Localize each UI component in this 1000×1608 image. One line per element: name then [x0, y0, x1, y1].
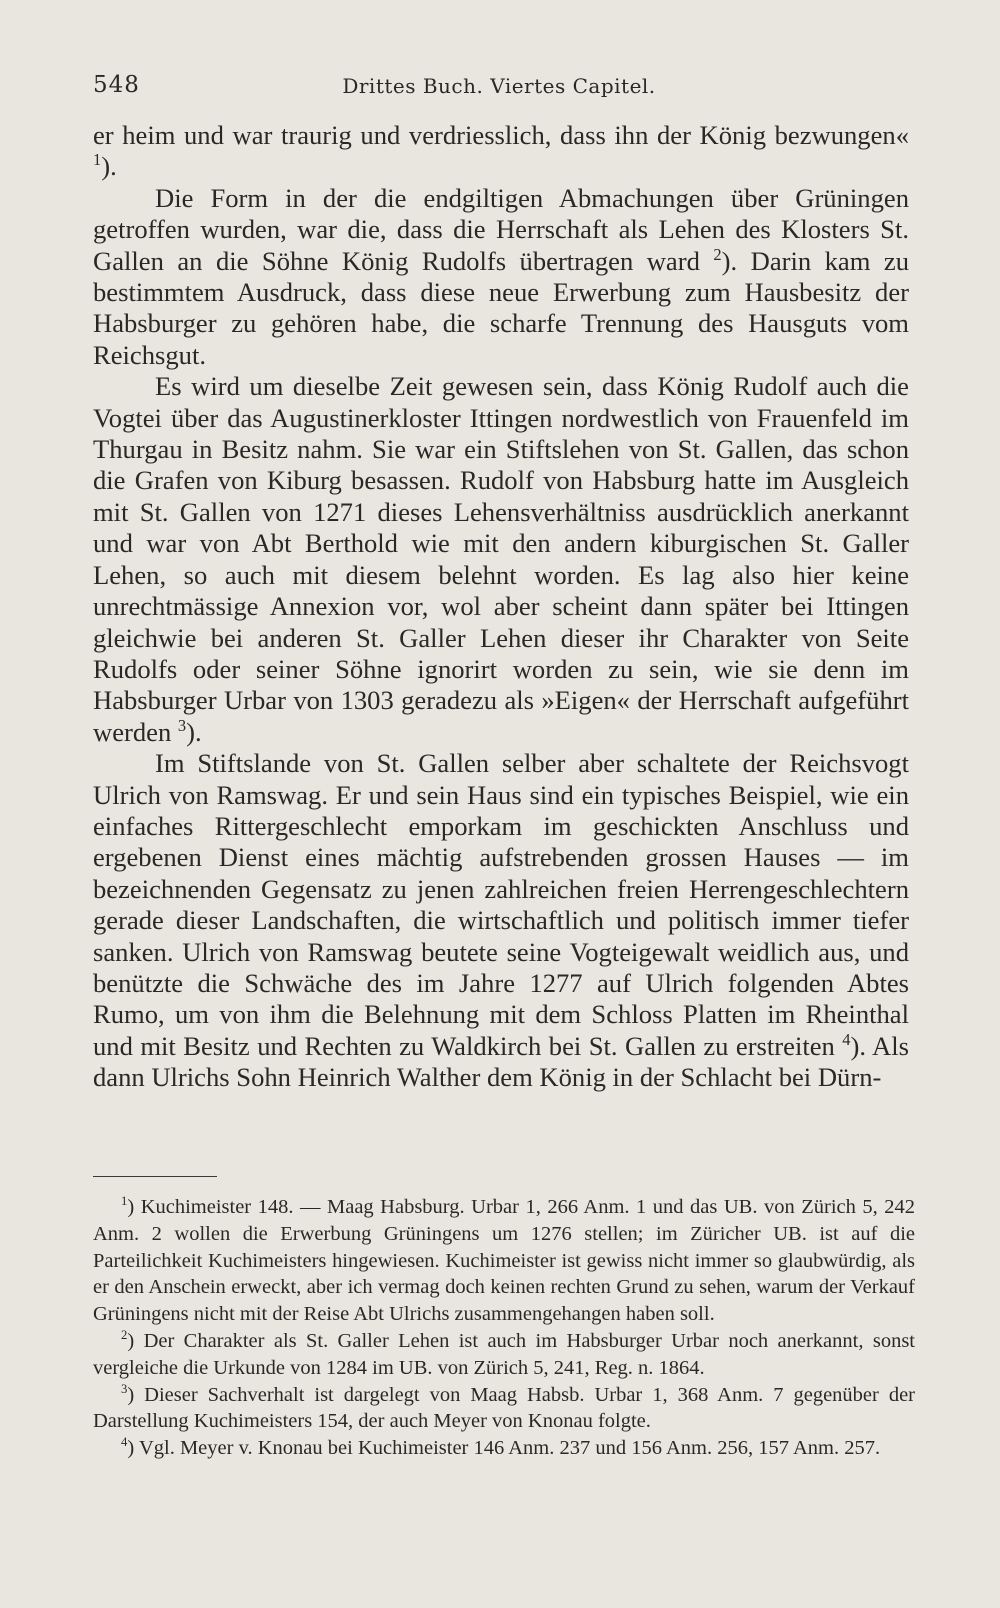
footnote-text: Vgl. Meyer v. Knonau bei Kuchimeister 146 Anm. 237 und 156 Anm. 256, 157 Anm. 257. [138, 1437, 881, 1460]
footnote-marker: 4 [842, 1029, 851, 1049]
paragraph-text: ). [186, 716, 202, 747]
paragraph-text: Im Stiftslande von St. Gallen selber aber schaltete der Reichsvogt Ulrich von Ramswag. Er und sein Haus sind ein typisches Beispiel, wie ein einfaches Rittergeschlecht emporkam im geschickten Anschluss und ergebenen Dienst eines mächtig aufstrebenden grossen Hauses — im bezeichnenden Gegensatz zu jenen zahlreichen freien Herrengeschlechtern gerade dieser Landschaften, die wirtschaftlich und politisch immer tiefer sanken. Ulrich von Ramswag beutete seine Vogteigewalt weidlich aus, und benützte die Schwäche des im Jahre 1277 auf Ulrich folgenden Abtes Rumo, um von ihm die Belehnung mit dem Schloss Platten im Rheinthal und mit Besitz und Rechten zu Waldkirch bei St. Gallen zu erstreiten [93, 748, 909, 1061]
footnote [93, 1382, 915, 1436]
paragraph-text: Die Form in der die endgiltigen Abmachungen über Grüningen getroffen wurden, war die, dass die Herrschaft als Lehen des Klosters St. Gallen an die Söhne König Rudolfs übertragen ward [93, 182, 909, 276]
footnote-text: Dieser Sachverhalt ist dargelegt von Maag Habsb. Urbar 1, 368 Anm. 7 gegenüber der Darstellung Kuchimeisters 154, der auch Meyer von Knonau folgte. [93, 1383, 916, 1433]
paragraph-text: ). Als dann Ulrichs Sohn Heinrich Walther dem König in der Schlacht bei Dürn- [93, 1030, 909, 1093]
footnote-text: Kuchimeister 148. — Maag Habsburg. Urbar 1, 266 Anm. 1 und das UB. von Zürich 5, 242 Anm. 2 wollen die Erwerbung Grüningens um 1276 stellen; im Züricher UB. ist auf die Parteilichkeit Kuchimeisters hingewiesen. Kuchimeister ist gewiss nicht immer so glaubwürdig, als er den Anschein erweckt, aber ich vermag doch keinen rechten Grund zu sehen, warum der Verkauf Grüningens nicht mit der Reise Abt Ulrichs zusammengehangen haben soll. [93, 1196, 915, 1326]
page-number: 548 [93, 72, 140, 98]
paragraph-text: ). Darin kam zu bestimmtem Ausdruck, dass diese neue Erwerbung zum Hausbesitz der Habsburger zu gehören habe, die scharfe Trennung des Hausguts vom Reichsgut. [93, 245, 910, 370]
footnote [93, 1194, 915, 1328]
main-text [93, 120, 909, 1094]
footnote-marker: 2 [713, 244, 722, 264]
footnote-number: 4 [121, 1435, 128, 1450]
page-header [93, 72, 905, 112]
running-title: Drittes Buch. Viertes Capitel. [342, 74, 656, 98]
paragraph-text: Es wird um dieselbe Zeit gewesen sein, dass König Rudolf auch die Vogtei über das Augustinerkloster Ittingen nordwestlich von Frauenfeld im Thurgau in Besitz nahm. Sie war ein Stiftslehen von St. Gallen, das schon die Grafen von Kiburg besassen. Rudolf von Habsburg hatte im Ausgleich mit St. Gallen von 1271 dieses Lehensverhältniss ausdrücklich anerkannt und war von Abt Berthold wie mit den andern kiburgischen St. Galler Lehen, so auch mit diesem belehnt worden. Es lag also hier keine unrechtmässige Annexion vor, wol aber scheint dann später bei Ittingen gleichwie bei anderen St. Galler Lehen dieser ihr Charakter von Seite Rudolfs oder seiner Söhne ignorirt worden zu sein, wie sie denn im Habsburger Urbar von 1303 geradezu als »Eigen« der Herrschaft aufgeführt werden [93, 371, 909, 747]
paragraph [93, 748, 909, 1093]
paragraph [93, 120, 909, 183]
footnote-separator [93, 1176, 217, 1177]
footnote-number: 1 [121, 1194, 128, 1209]
paragraph-text: ). [101, 151, 117, 182]
paragraph [93, 371, 909, 748]
footnotes [93, 1194, 915, 1462]
footnote-paren: ) [127, 1437, 139, 1460]
footnote-paren: ) [127, 1196, 141, 1218]
paragraph-text: er heim und war traurig und verdriesslich, dass ihn der König bezwungen« [93, 120, 909, 150]
footnote-text: Der Charakter als St. Galler Lehen ist auch im Habsburger Urbar noch anerkannt, sonst vergleiche die Urkunde von 1284 im UB. von Zürich 5, 241, Reg. n. 1864. [93, 1329, 915, 1379]
paragraph [93, 183, 909, 371]
footnote [93, 1328, 915, 1382]
footnote [93, 1435, 915, 1462]
footnote-paren: ) [127, 1383, 145, 1406]
footnote-number: 3 [121, 1381, 128, 1396]
footnote-paren: ) [127, 1329, 144, 1352]
footnote-number: 2 [121, 1328, 128, 1343]
footnote-marker: 3 [177, 715, 187, 735]
footnote-marker: 1 [93, 150, 102, 170]
